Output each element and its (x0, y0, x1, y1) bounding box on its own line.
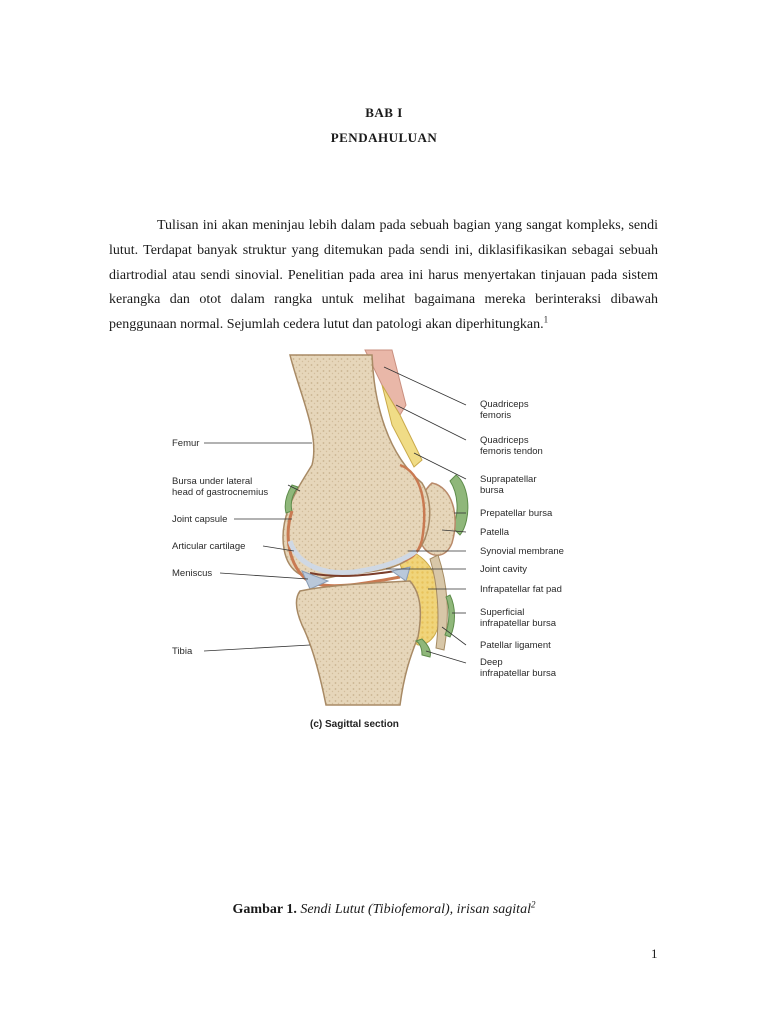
label-suprapatellar-2: bursa (480, 485, 504, 496)
page-number: 1 (651, 946, 658, 961)
footnote-ref-2: 2 (530, 899, 536, 910)
label-quadriceps-tendon: Quadriceps (480, 435, 529, 446)
label-synovial-membrane: Synovial membrane (480, 546, 564, 557)
label-articular-cartilage: Articular cartilage (172, 541, 246, 552)
paragraph-text: Tulisan ini akan meninjau lebih dalam pada sebuah bagian yang sangat kompleks, sendi lutut. Terdapat banyak struktur yang ditemukan pada sendi ini, diklasifikasikan sebagai sebuah diartrodial atau sendi sinovial. Penelitian pada area ini harus menyertakan tinjauan pada sistem kerangka dan otot dalam rangka untuk melihat bagaimana mereka berinteraksi dibawah penggunaan normal. Sejumlah cedera lutut dan patologi akan diperhitungkan. (109, 218, 658, 333)
footnote-ref-1: 1 (543, 314, 549, 325)
label-quadriceps: Quadriceps (480, 399, 529, 410)
label-infrapatellar-fat-pad: Infrapatellar fat pad (480, 584, 562, 595)
label-superficial-2: infrapatellar bursa (480, 618, 557, 629)
label-tibia: Tibia (172, 646, 193, 657)
tibia-bone (296, 581, 420, 705)
chapter-title: PENDAHULUAN (330, 130, 438, 145)
figure-inner-caption: (c) Sagittal section (310, 719, 399, 730)
label-bursa-lateral-2: head of gastrocnemius (172, 487, 269, 498)
label-joint-cavity: Joint cavity (480, 564, 527, 575)
label-joint-capsule: Joint capsule (172, 514, 228, 525)
knee-sagittal-figure (160, 345, 610, 740)
caption-text: Sendi Lutut (Tibiofemoral), irisan sagital (300, 902, 531, 917)
label-superficial: Superficial (480, 607, 525, 618)
label-bursa-lateral: Bursa under lateral (172, 476, 253, 487)
label-prepatellar-bursa: Prepatellar bursa (480, 508, 553, 519)
chapter-number: BAB I (365, 105, 403, 120)
label-suprapatellar: Suprapatellar (480, 474, 537, 485)
caption-prefix: Gambar 1. (232, 902, 297, 917)
figure-caption (0, 899, 768, 918)
label-patella: Patella (480, 527, 510, 538)
label-quadriceps-2: femoris (480, 410, 512, 421)
label-meniscus: Meniscus (172, 568, 213, 579)
label-patellar-ligament: Patellar ligament (480, 640, 551, 651)
label-femur: Femur (172, 438, 200, 449)
label-deep: Deep (480, 657, 503, 668)
label-deep-2: infrapatellar bursa (480, 668, 557, 679)
label-quadriceps-tendon-2: femoris tendon (480, 446, 543, 457)
femur-bone (283, 355, 430, 579)
intro-paragraph (109, 214, 658, 338)
